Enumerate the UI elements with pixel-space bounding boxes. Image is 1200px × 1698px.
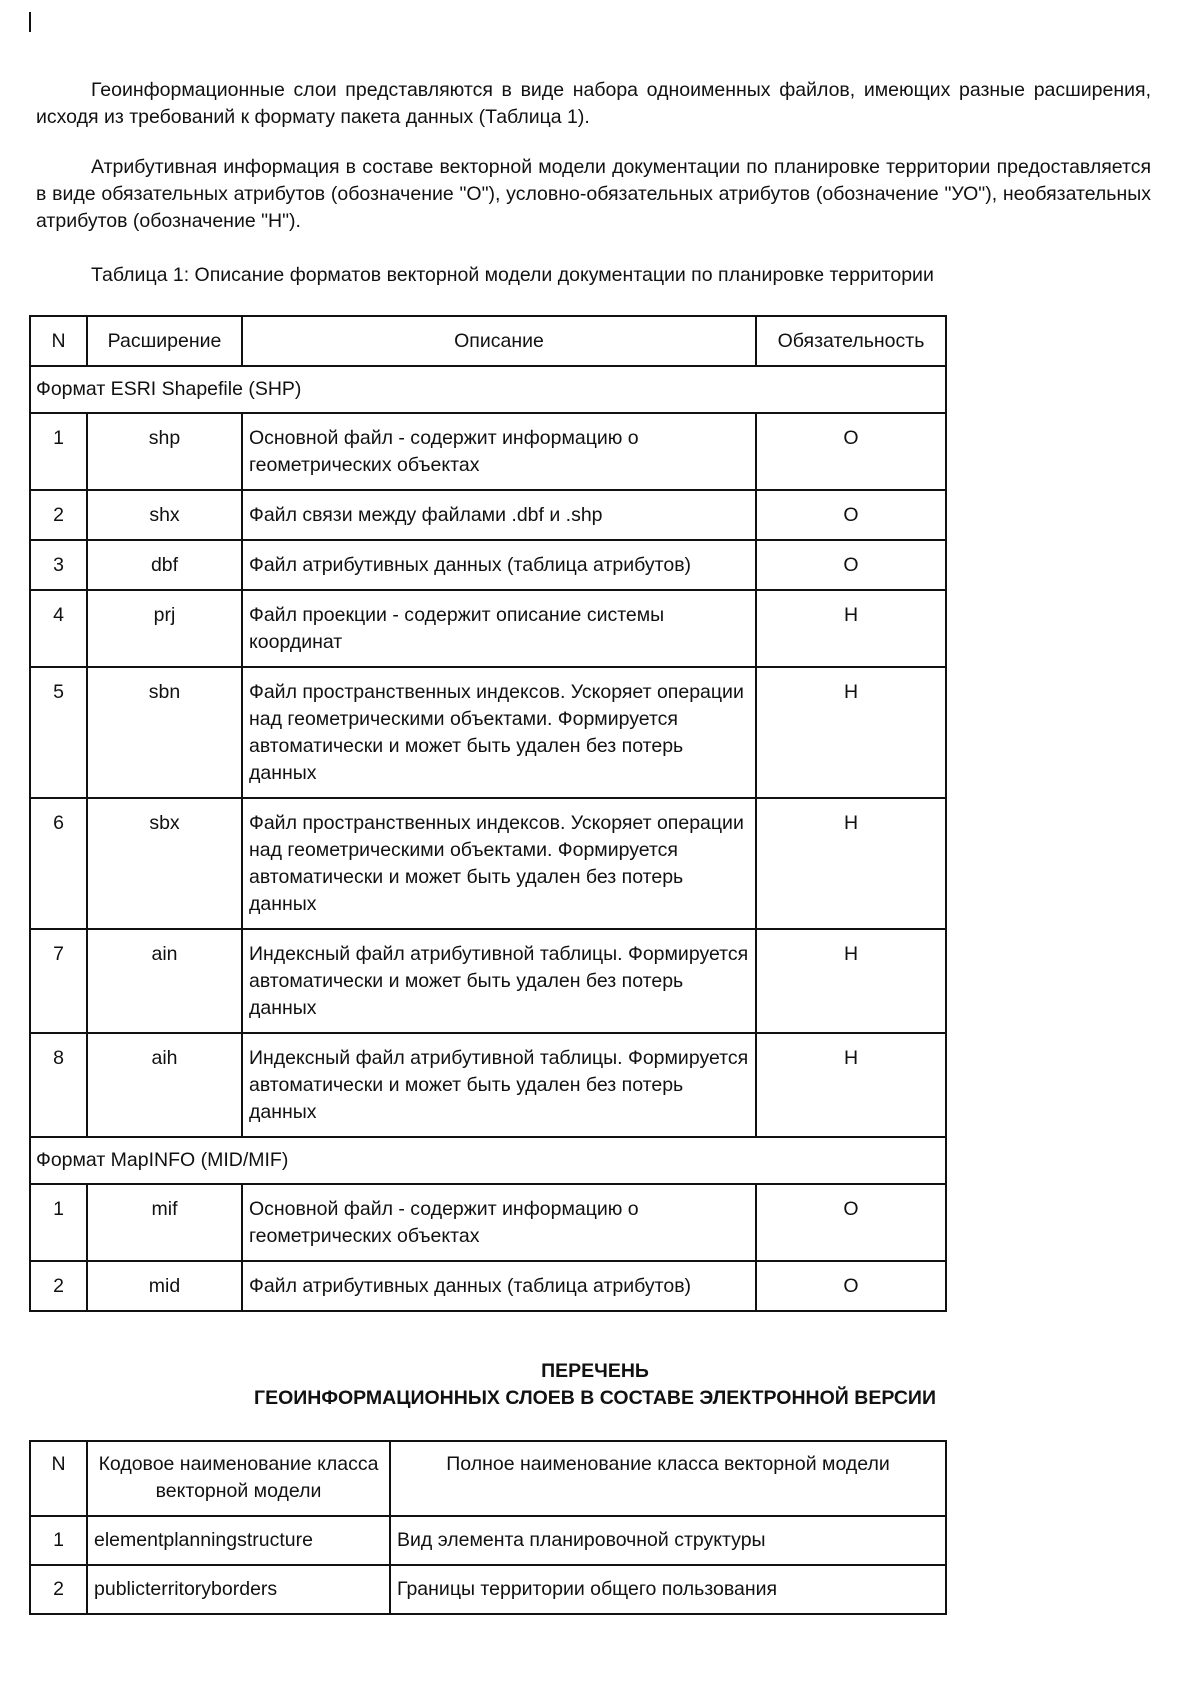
cell-requirement: Н	[756, 798, 946, 929]
table-row	[30, 590, 946, 667]
cell-n: 1	[30, 1516, 87, 1565]
cell-full-name: Границы территории общего пользования	[390, 1565, 946, 1614]
table-row	[30, 413, 946, 490]
table-row	[30, 1033, 946, 1137]
table-header-row	[30, 316, 946, 366]
cell-requirement: О	[756, 413, 946, 490]
paragraph-attributes-intro: Атрибутивная информация в составе векторной модели документации по планировке территории предоставляется в виде обязательных атрибутов (обозначение "О"), условно-обязательных атрибутов (обозначение "УО"), необязательных атрибутов (обозначение "Н").	[36, 156, 1151, 232]
cell-description: Основной файл - содержит информацию о геометрических объектах	[242, 1184, 756, 1261]
section-title-mapinfo: Формат MapINFO (MID/MIF)	[30, 1137, 946, 1184]
list-heading: ПЕРЕЧЕНЬ	[541, 1360, 649, 1382]
cell-n: 7	[30, 929, 87, 1033]
header-n: N	[30, 316, 87, 366]
section-row-shp	[30, 366, 946, 413]
header-n: N	[30, 1441, 87, 1516]
header-code-name: Кодовое наименование класса векторной модели	[87, 1441, 390, 1516]
cell-description: Файл проекции - содержит описание системы координат	[242, 590, 756, 667]
cell-extension: shx	[87, 490, 242, 540]
cell-description: Файл связи между файлами .dbf и .shp	[242, 490, 756, 540]
cell-n: 1	[30, 413, 87, 490]
cell-description: Файл пространственных индексов. Ускоряет операции над геометрическими объектами. Формируется автоматически и может быть удален без потерь данных	[242, 667, 756, 798]
table-row	[30, 798, 946, 929]
cell-n: 8	[30, 1033, 87, 1137]
cell-extension: shp	[87, 413, 242, 490]
cell-extension: sbn	[87, 667, 242, 798]
table-row	[30, 1516, 946, 1565]
cell-extension: mid	[87, 1261, 242, 1311]
formats-table	[29, 315, 947, 1312]
table1-caption: Таблица 1: Описание форматов векторной модели документации по планировке территории	[91, 264, 934, 286]
header-full-name: Полное наименование класса векторной модели	[390, 1441, 946, 1516]
cell-description: Индексный файл атрибутивной таблицы. Формируется автоматически и может быть удален без потерь данных	[242, 929, 756, 1033]
cell-n: 2	[30, 1261, 87, 1311]
cell-n: 6	[30, 798, 87, 929]
cell-extension: aih	[87, 1033, 242, 1137]
cell-code-name: elementplanningstructure	[87, 1516, 390, 1565]
cell-description: Файл пространственных индексов. Ускоряет операции над геометрическими объектами. Формируется автоматически и может быть удален без потерь данных	[242, 798, 756, 929]
layers-table	[29, 1440, 947, 1615]
table-row	[30, 667, 946, 798]
cell-requirement: О	[756, 1261, 946, 1311]
section-title-shp: Формат ESRI Shapefile (SHP)	[30, 366, 946, 413]
cell-extension: dbf	[87, 540, 242, 590]
cell-requirement: О	[756, 1184, 946, 1261]
cell-n: 3	[30, 540, 87, 590]
table-row	[30, 1184, 946, 1261]
cell-full-name: Вид элемента планировочной структуры	[390, 1516, 946, 1565]
cell-extension: prj	[87, 590, 242, 667]
cell-description: Файл атрибутивных данных (таблица атрибутов)	[242, 540, 756, 590]
cell-n: 1	[30, 1184, 87, 1261]
table-row	[30, 540, 946, 590]
margin-mark	[29, 12, 31, 32]
header-requirement: Обязательность	[756, 316, 946, 366]
header-extension: Расширение	[87, 316, 242, 366]
cell-n: 5	[30, 667, 87, 798]
list-subheading: ГЕОИНФОРМАЦИОННЫХ СЛОЕВ В СОСТАВЕ ЭЛЕКТРОННОЙ ВЕРСИИ	[254, 1387, 936, 1409]
cell-description: Основной файл - содержит информацию о геометрических объектах	[242, 413, 756, 490]
cell-requirement: О	[756, 490, 946, 540]
cell-n: 4	[30, 590, 87, 667]
cell-extension: mif	[87, 1184, 242, 1261]
cell-requirement: Н	[756, 590, 946, 667]
cell-n: 2	[30, 1565, 87, 1614]
cell-extension: sbx	[87, 798, 242, 929]
cell-requirement: Н	[756, 1033, 946, 1137]
header-description: Описание	[242, 316, 756, 366]
table-row	[30, 1565, 946, 1614]
table-header-row	[30, 1441, 946, 1516]
table-row	[30, 490, 946, 540]
cell-requirement: О	[756, 540, 946, 590]
cell-requirement: Н	[756, 929, 946, 1033]
section-row-mapinfo	[30, 1137, 946, 1184]
cell-extension: ain	[87, 929, 242, 1033]
table-row	[30, 1261, 946, 1311]
cell-code-name: publicterritoryborders	[87, 1565, 390, 1614]
paragraph-layers-intro: Геоинформационные слои представляются в виде набора одноименных файлов, имеющих разные расширения, исходя из требований к формату пакета данных (Таблица 1).	[36, 79, 1151, 128]
cell-description: Файл атрибутивных данных (таблица атрибутов)	[242, 1261, 756, 1311]
table-row	[30, 929, 946, 1033]
cell-description: Индексный файл атрибутивной таблицы. Формируется автоматически и может быть удален без потерь данных	[242, 1033, 756, 1137]
cell-n: 2	[30, 490, 87, 540]
cell-requirement: Н	[756, 667, 946, 798]
